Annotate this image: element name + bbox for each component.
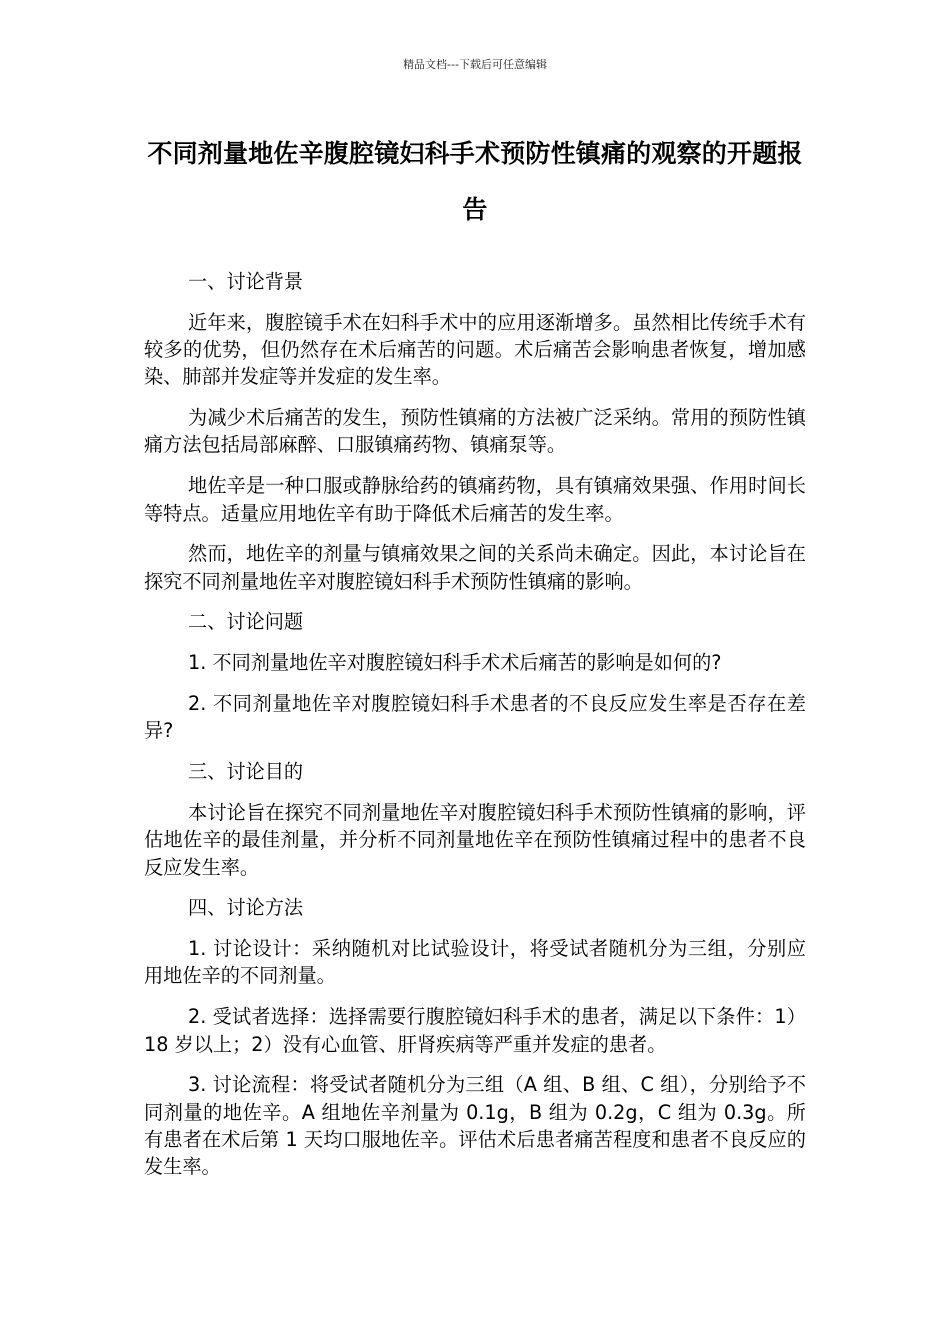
paragraph: 为减少术后痛苦的发生，预防性镇痛的方法被广泛采纳。常用的预防性镇痛方法包括局部麻醉、口服镇痛药物、镇痛泵等。	[144, 406, 806, 457]
section-heading-questions: 二、讨论问题	[188, 610, 304, 634]
paragraph: 然而，地佐辛的剂量与镇痛效果之间的关系尚未确定。因此，本讨论旨在探究不同剂量地佐辛对腹腔镜妇科手术预防性镇痛的影响。	[144, 542, 806, 593]
method-item: 3. 讨论流程：将受试者随机分为三组（A 组、B 组、C 组），分别给予不同剂量的地佐辛。A 组地佐辛剂量为 0.1g，B 组为 0.2g，C 组为 0.3g。所有患者在术后第 1 天均口服地佐辛。评估术后患者痛苦程度和患者不良反应的发生率。	[144, 1073, 806, 1179]
page-title: 不同剂量地佐辛腹腔镜妇科手术预防性镇痛的观察的开题报告	[147, 139, 803, 224]
paragraph: 本讨论旨在探究不同剂量地佐辛对腹腔镜妇科手术预防性镇痛的影响，评估地佐辛的最佳剂量，并分析不同剂量地佐辛在预防性镇痛过程中的患者不良反应发生率。	[144, 800, 806, 879]
section-heading-purpose: 三、讨论目的	[188, 760, 304, 784]
method-item: 1. 讨论设计：采纳随机对比试验设计，将受试者随机分为三组，分别应用地佐辛的不同剂量。	[144, 937, 806, 988]
question-item: 1. 不同剂量地佐辛对腹腔镜妇科手术术后痛苦的影响是如何的?	[188, 651, 722, 675]
method-item: 2. 受试者选择：选择需要行腹腔镜妇科手术的患者，满足以下条件：1）18 岁以上；2）没有心血管、肝肾疾病等严重并发症的患者。	[144, 1005, 806, 1056]
paragraph: 近年来，腹腔镜手术在妇科手术中的应用逐渐增多。虽然相比传统手术有较多的优势，但仍然存在术后痛苦的问题。术后痛苦会影响患者恢复，增加感染、肺部并发症等并发症的发生率。	[144, 310, 806, 389]
header-note: 精品文档---下载后可任意编辑	[403, 58, 547, 71]
section-heading-methods: 四、讨论方法	[188, 896, 304, 920]
question-item: 2. 不同剂量地佐辛对腹腔镜妇科手术患者的不良反应发生率是否存在差异?	[144, 692, 806, 743]
document-body	[144, 268, 806, 1194]
paragraph: 地佐辛是一种口服或静脉给药的镇痛药物，具有镇痛效果强、作用时间长等特点。适量应用地佐辛有助于降低术后痛苦的发生率。	[144, 474, 806, 525]
section-heading-background: 一、讨论背景	[188, 270, 304, 293]
